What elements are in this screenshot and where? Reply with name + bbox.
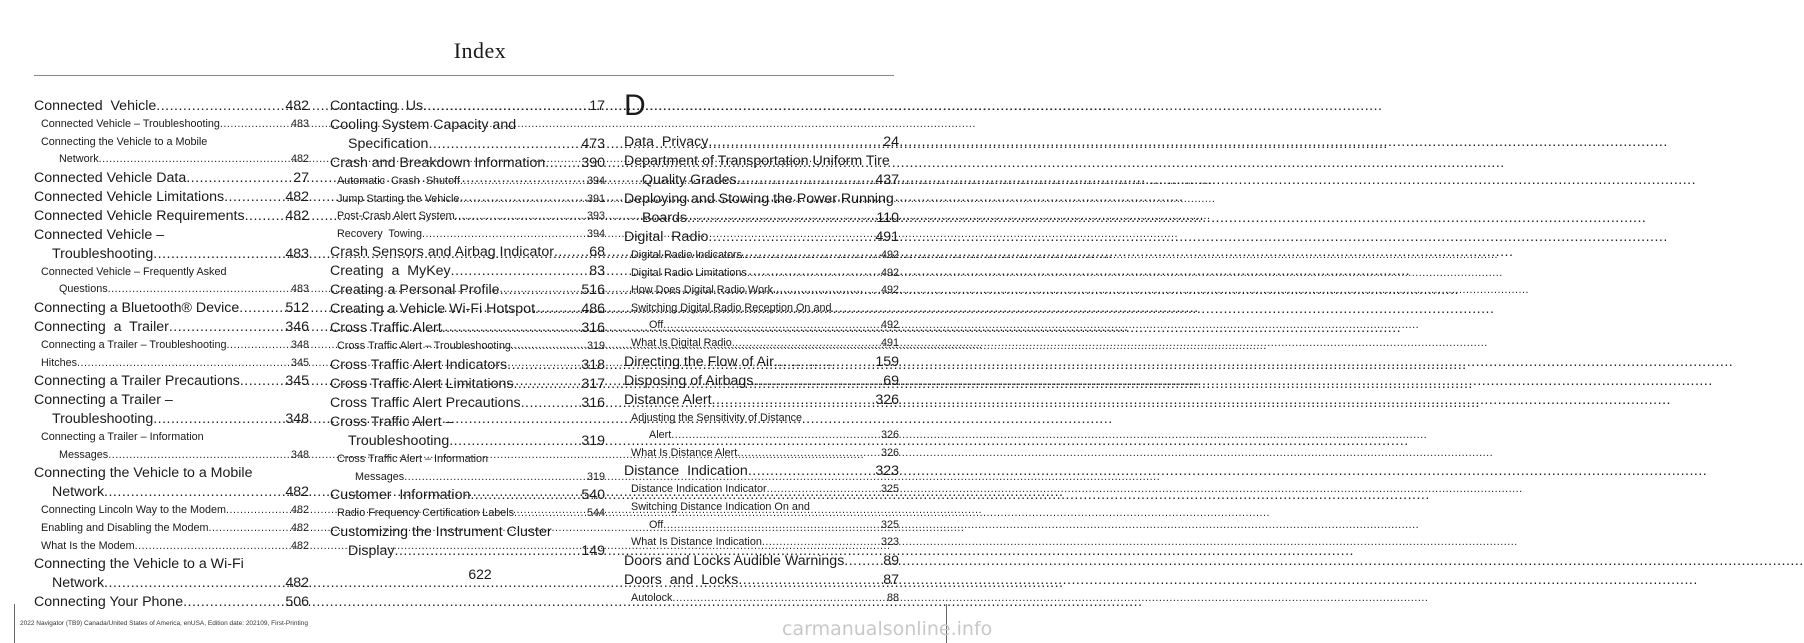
leader-dots <box>226 502 291 520</box>
leader-dots <box>459 191 587 209</box>
index-subentry[interactable] <box>330 191 605 209</box>
index-entry[interactable] <box>624 190 899 228</box>
leader-dots <box>135 538 291 556</box>
entry-label: Department of Transportation Uniform Tire <box>624 153 890 169</box>
page-reference: 483 <box>290 283 309 296</box>
index-entry[interactable] <box>330 154 605 173</box>
entry-label: Messages <box>355 470 405 483</box>
entry-label: Cross Traffic Alert – Troubleshooting <box>337 340 511 353</box>
page-reference: 492 <box>880 249 899 261</box>
index-entry[interactable] <box>330 262 605 281</box>
entry-label: Post-Crash Alert System <box>337 210 455 223</box>
index-subentry[interactable] <box>34 520 309 538</box>
leader-dots <box>240 372 285 391</box>
page-reference: 149 <box>581 542 605 559</box>
leader-dots <box>156 97 285 116</box>
page-reference: 87 <box>883 571 899 588</box>
entry-label: Connected Vehicle Data <box>34 169 187 186</box>
index-entry[interactable] <box>330 486 605 505</box>
index-subentry[interactable] <box>330 338 605 356</box>
leader-dots <box>753 372 883 391</box>
index-subentry[interactable] <box>34 538 309 556</box>
entry-label: Boards <box>642 210 687 226</box>
index-entry[interactable] <box>34 226 309 264</box>
entry-label: Connecting a Bluetooth® Device <box>34 299 240 316</box>
leader-dots <box>747 265 881 283</box>
page-reference: 316 <box>581 320 605 337</box>
leader-dots <box>774 353 876 372</box>
entry-label: Adjusting the Sensitivity of Distance <box>631 411 803 424</box>
leader-dots <box>183 593 285 612</box>
leader-dots <box>672 590 887 608</box>
index-subentry[interactable] <box>624 534 899 552</box>
entry-label: Network <box>59 153 99 166</box>
index-subentry[interactable] <box>624 300 899 335</box>
entry-label: Hitches <box>41 356 78 369</box>
leader-dots <box>511 338 587 356</box>
leader-dots <box>737 445 881 463</box>
entry-label: Troubleshooting <box>52 245 154 262</box>
page-reference: 346 <box>285 318 309 335</box>
index-entry[interactable] <box>330 97 605 116</box>
entry-label: What Is the Modem <box>41 539 135 552</box>
index-subentry[interactable] <box>624 590 899 608</box>
entry-label: Cross Traffic Alert – <box>330 413 454 430</box>
index-entry[interactable] <box>624 462 899 481</box>
index-subentry[interactable] <box>330 173 605 191</box>
leader-dots <box>732 335 881 353</box>
page-reference: 437 <box>875 172 899 188</box>
index-entry[interactable] <box>624 391 899 410</box>
page-reference: 506 <box>285 594 309 611</box>
page-reference: 483 <box>290 118 309 130</box>
leader-dots <box>226 337 291 355</box>
watermark: carmanualsonline.info <box>782 618 993 640</box>
entry-label: Connected Vehicle – <box>34 226 165 243</box>
entry-label: Switching Distance Indication On and <box>631 500 810 513</box>
entry-label: Directing the Flow of Air <box>624 353 774 370</box>
index-entry[interactable] <box>624 372 899 391</box>
page-reference: 482 <box>290 504 309 517</box>
index-subentry[interactable] <box>34 116 309 134</box>
index-letter-heading: D <box>624 89 646 122</box>
leader-dots <box>449 432 581 451</box>
page-reference: 68 <box>589 244 605 261</box>
entry-label: Distance Alert <box>624 391 712 408</box>
page-reference: 482 <box>290 521 309 534</box>
entry-label: Connected Vehicle Limitations <box>34 188 225 205</box>
page-reference: 391 <box>586 192 605 205</box>
entry-label: Crash Sensors and Airbag Indicator <box>330 244 554 261</box>
entry-label: Specification <box>348 136 429 152</box>
entry-label: Network <box>52 484 105 501</box>
index-entry[interactable] <box>330 116 605 154</box>
index-subentry[interactable] <box>624 410 899 445</box>
entry-label: Cooling System Capacity and <box>330 117 517 133</box>
index-entry[interactable] <box>624 152 899 190</box>
entry-label: Doors and Locks Audible Warnings <box>624 552 845 569</box>
entry-label: Customer Information <box>330 487 471 504</box>
page-reference: 540 <box>581 487 605 504</box>
index-entry[interactable] <box>34 299 309 318</box>
entry-label: Display <box>348 542 395 559</box>
entry-label: Radio Frequency Certification Labels <box>337 507 515 520</box>
title-divider <box>34 75 894 76</box>
index-subentry[interactable] <box>330 451 605 486</box>
leader-dots <box>767 481 881 499</box>
entry-label: Jump Starting the Vehicle <box>337 192 460 205</box>
index-entry[interactable] <box>330 300 605 319</box>
entry-label: Questions <box>59 283 108 296</box>
page-reference: 159 <box>875 353 899 370</box>
leader-dots <box>451 262 590 281</box>
page-reference: 69 <box>883 372 899 389</box>
entry-label: Data Privacy <box>624 134 709 150</box>
index-subentry[interactable] <box>34 337 309 355</box>
entry-label: Connected Vehicle – Troubleshooting <box>41 118 220 130</box>
index-entry[interactable] <box>330 375 605 394</box>
index-column-1 <box>34 97 309 612</box>
entry-label: Connecting Lincoln Way to the Modem <box>41 504 227 517</box>
index-entry[interactable] <box>34 188 309 207</box>
index-entry[interactable] <box>34 318 309 337</box>
leader-dots <box>108 447 291 465</box>
page-reference: 492 <box>880 319 899 332</box>
index-subentry[interactable] <box>34 429 309 464</box>
page-reference: 323 <box>875 463 899 480</box>
entry-label: Creating a MyKey <box>330 263 451 280</box>
page-reference: 345 <box>285 373 309 390</box>
page-reference: 516 <box>581 282 605 299</box>
page-reference: 486 <box>581 301 605 318</box>
index-entry[interactable] <box>624 228 899 247</box>
leader-dots <box>708 133 883 152</box>
index-entry[interactable] <box>330 356 605 375</box>
leader-dots <box>500 281 582 300</box>
index-entry[interactable] <box>330 243 605 262</box>
index-entry[interactable] <box>34 372 309 391</box>
leader-dots <box>470 486 581 505</box>
page-reference: 325 <box>880 483 899 496</box>
entry-label: Off <box>649 518 664 531</box>
entry-label: Alert <box>649 429 672 442</box>
entry-label: Customizing the Instrument Cluster <box>330 523 552 540</box>
entry-label: Disposing of Airbags <box>624 372 754 389</box>
page-reference: 24 <box>883 134 899 150</box>
page-reference: 319 <box>586 340 605 353</box>
entry-label: Creating a Personal Profile <box>330 282 500 299</box>
entry-label: Cross Traffic Alert Limitations <box>330 375 514 392</box>
leader-dots <box>708 228 875 247</box>
entry-label: Off <box>649 319 664 332</box>
index-subentry[interactable] <box>34 355 309 373</box>
entry-label: Connected Vehicle Requirements <box>34 207 245 224</box>
leader-dots <box>663 317 881 335</box>
entry-label: Contacting Us <box>330 98 424 114</box>
page-reference: 482 <box>290 153 309 166</box>
index-entry[interactable] <box>34 97 309 116</box>
leader-dots <box>521 394 582 413</box>
leader-dots <box>404 469 587 487</box>
leader-dots <box>239 299 285 318</box>
entry-label: Doors and Locks <box>624 571 739 588</box>
page-reference: 326 <box>880 429 899 442</box>
page-reference: 27 <box>293 169 309 186</box>
entry-label: Digital Radio <box>624 229 709 245</box>
entry-label: Connecting a Trailer Precautions <box>34 373 240 390</box>
leader-dots <box>535 300 581 319</box>
leader-dots <box>186 169 293 188</box>
page-reference: 319 <box>586 470 605 483</box>
entry-label: Cross Traffic Alert Indicators <box>330 356 508 373</box>
entry-label: Connecting a Trailer – <box>34 392 173 409</box>
page-reference: 326 <box>875 391 899 408</box>
entry-label: Connecting a Trailer <box>34 318 169 335</box>
page-reference: 482 <box>285 188 309 205</box>
page-reference: 492 <box>880 266 899 279</box>
index-subentry[interactable] <box>330 505 605 523</box>
index-subentry[interactable] <box>330 208 605 226</box>
entry-label: Connected Vehicle <box>34 98 157 114</box>
index-entry[interactable] <box>330 281 605 300</box>
leader-dots <box>169 318 285 337</box>
entry-label: Distance Indication <box>624 463 748 480</box>
index-subentry[interactable] <box>330 226 605 244</box>
leader-dots <box>762 534 881 552</box>
index-subentry[interactable] <box>624 335 899 353</box>
page-reference: 483 <box>285 245 309 262</box>
leader-dots <box>507 356 581 375</box>
leader-dots <box>77 355 291 373</box>
index-column-3 <box>624 89 899 607</box>
entry-label: Troubleshooting <box>52 411 154 428</box>
page-reference: 482 <box>285 98 309 114</box>
page-reference: 394 <box>586 175 605 187</box>
leader-dots <box>428 135 581 154</box>
entry-label: Digital Radio Indicators <box>631 249 743 261</box>
leader-dots <box>108 281 291 299</box>
leader-dots <box>423 97 589 116</box>
leader-dots <box>224 188 285 207</box>
leader-dots <box>742 247 881 265</box>
entry-label: What Is Distance Alert <box>631 446 738 459</box>
index-subentry[interactable] <box>624 265 899 283</box>
page-reference: 316 <box>581 394 605 411</box>
page-reference: 512 <box>285 299 309 316</box>
index-entry[interactable] <box>330 394 605 413</box>
entry-label: Quality Grades <box>642 172 737 188</box>
leader-dots <box>712 391 876 410</box>
entry-label: Deploying and Stowing the Power Running <box>624 191 894 207</box>
leader-dots <box>422 226 587 244</box>
index-subentry[interactable] <box>624 282 899 300</box>
leader-dots <box>153 410 285 429</box>
leader-dots <box>395 542 582 561</box>
index-subentry[interactable] <box>624 247 899 265</box>
page-title: Index <box>453 38 507 63</box>
entry-label: Connecting a Trailer – Information <box>41 431 204 444</box>
page-reference: 326 <box>880 446 899 459</box>
entry-label: Recovery Towing <box>337 227 423 240</box>
index-subentry[interactable] <box>34 134 309 169</box>
page-reference: 473 <box>581 136 605 152</box>
entry-label: Troubleshooting <box>348 432 450 449</box>
page-reference: 482 <box>285 484 309 501</box>
leader-dots <box>220 116 291 134</box>
entry-label: Connecting the Vehicle to a Mobile <box>34 465 253 482</box>
page-reference: 348 <box>285 411 309 428</box>
entry-label: Messages <box>59 448 109 461</box>
page-reference: 393 <box>586 210 605 223</box>
page-reference: 318 <box>581 356 605 373</box>
index-subentry[interactable] <box>624 499 899 534</box>
index-column-2 <box>330 97 605 561</box>
entry-label: Cross Traffic Alert <box>330 320 442 337</box>
entry-label: Autolock <box>631 591 673 604</box>
leader-dots <box>455 208 587 226</box>
leader-dots <box>687 209 876 228</box>
leader-dots <box>545 154 581 173</box>
page-reference: 325 <box>880 518 899 531</box>
page-reference: 348 <box>290 448 309 461</box>
crop-mark-left <box>14 604 15 643</box>
leader-dots <box>663 517 881 535</box>
entry-label: Crash and Breakdown Information <box>330 155 546 171</box>
page-reference: 544 <box>586 507 605 520</box>
leader-dots <box>99 151 291 169</box>
leader-dots <box>208 520 291 538</box>
entry-label: Connecting Your Phone <box>34 594 184 611</box>
page-reference: 83 <box>589 263 605 280</box>
leader-dots <box>442 319 582 338</box>
page-number: 622 <box>468 566 492 582</box>
index-subentry[interactable] <box>624 445 899 463</box>
page-reference: 482 <box>285 207 309 224</box>
entry-label: What Is Distance Indication <box>631 536 762 549</box>
index-subentry[interactable] <box>34 264 309 299</box>
page-reference: 482 <box>290 539 309 552</box>
page-reference: 323 <box>880 536 899 549</box>
page-reference: 88 <box>886 591 899 604</box>
page-reference: 17 <box>589 98 605 114</box>
index-entry[interactable] <box>34 464 309 502</box>
page-reference: 482 <box>285 575 309 592</box>
index-entry[interactable] <box>330 523 605 561</box>
index-subentry[interactable] <box>624 481 899 499</box>
page-reference: 319 <box>581 432 605 449</box>
index-entry[interactable] <box>34 169 309 188</box>
entry-label: Connecting the Vehicle to a Mobile <box>41 135 208 148</box>
entry-label: Connected Vehicle – Frequently Asked <box>41 265 227 278</box>
entry-label: Automatic Crash Shutoff <box>337 175 460 187</box>
leader-dots <box>554 243 589 262</box>
index-entry[interactable] <box>34 207 309 226</box>
leader-dots <box>513 375 581 394</box>
leader-dots <box>748 462 876 481</box>
leader-dots <box>514 505 587 523</box>
page-reference: 492 <box>880 284 899 297</box>
page-reference: 345 <box>290 356 309 369</box>
index-subentry[interactable] <box>34 502 309 520</box>
page-reference: 491 <box>875 229 899 245</box>
index-entry[interactable] <box>34 391 309 429</box>
leader-dots <box>104 483 285 502</box>
entry-label: Connecting a Trailer – Troubleshooting <box>41 338 227 351</box>
leader-dots <box>153 245 285 264</box>
leader-dots <box>460 173 587 191</box>
page-reference: 110 <box>876 210 899 226</box>
index-entry[interactable] <box>34 593 309 612</box>
entry-label: Digital Radio Limitations <box>631 266 747 279</box>
index-entry[interactable] <box>330 413 605 451</box>
page-reference: 394 <box>586 227 605 240</box>
page-reference: 491 <box>880 336 899 349</box>
entry-label: Creating a Vehicle Wi-Fi Hotspot <box>330 301 536 318</box>
entry-label: What Is Digital Radio <box>631 336 732 349</box>
entry-label: How Does Digital Radio Work <box>631 284 774 297</box>
entry-label: Enabling and Disabling the Modem <box>41 521 209 534</box>
entry-label: Switching Digital Radio Reception On and <box>631 301 832 314</box>
page-reference: 89 <box>883 552 899 569</box>
leader-dots <box>671 427 881 445</box>
edition-footer: 2022 Navigator (TB9) Canada/United States of America, enUSA, Edition date: 202109, First-Printing <box>20 620 308 627</box>
entry-label: Distance Indication Indicator <box>631 483 767 496</box>
page-reference: 390 <box>581 155 605 171</box>
leader-dots <box>773 282 881 300</box>
leader-dots <box>245 207 286 226</box>
entry-label: Network <box>52 575 105 592</box>
leader-dots <box>737 171 876 190</box>
index-entry[interactable] <box>624 133 899 152</box>
entry-label: Cross Traffic Alert Precautions <box>330 394 521 411</box>
index-entry[interactable] <box>330 319 605 338</box>
page-reference: 317 <box>581 375 605 392</box>
index-entry[interactable] <box>624 353 899 372</box>
entry-label: Cross Traffic Alert – Information <box>337 452 489 465</box>
page-reference: 348 <box>290 338 309 351</box>
entry-label: Connecting the Vehicle to a Wi-Fi <box>34 556 244 573</box>
